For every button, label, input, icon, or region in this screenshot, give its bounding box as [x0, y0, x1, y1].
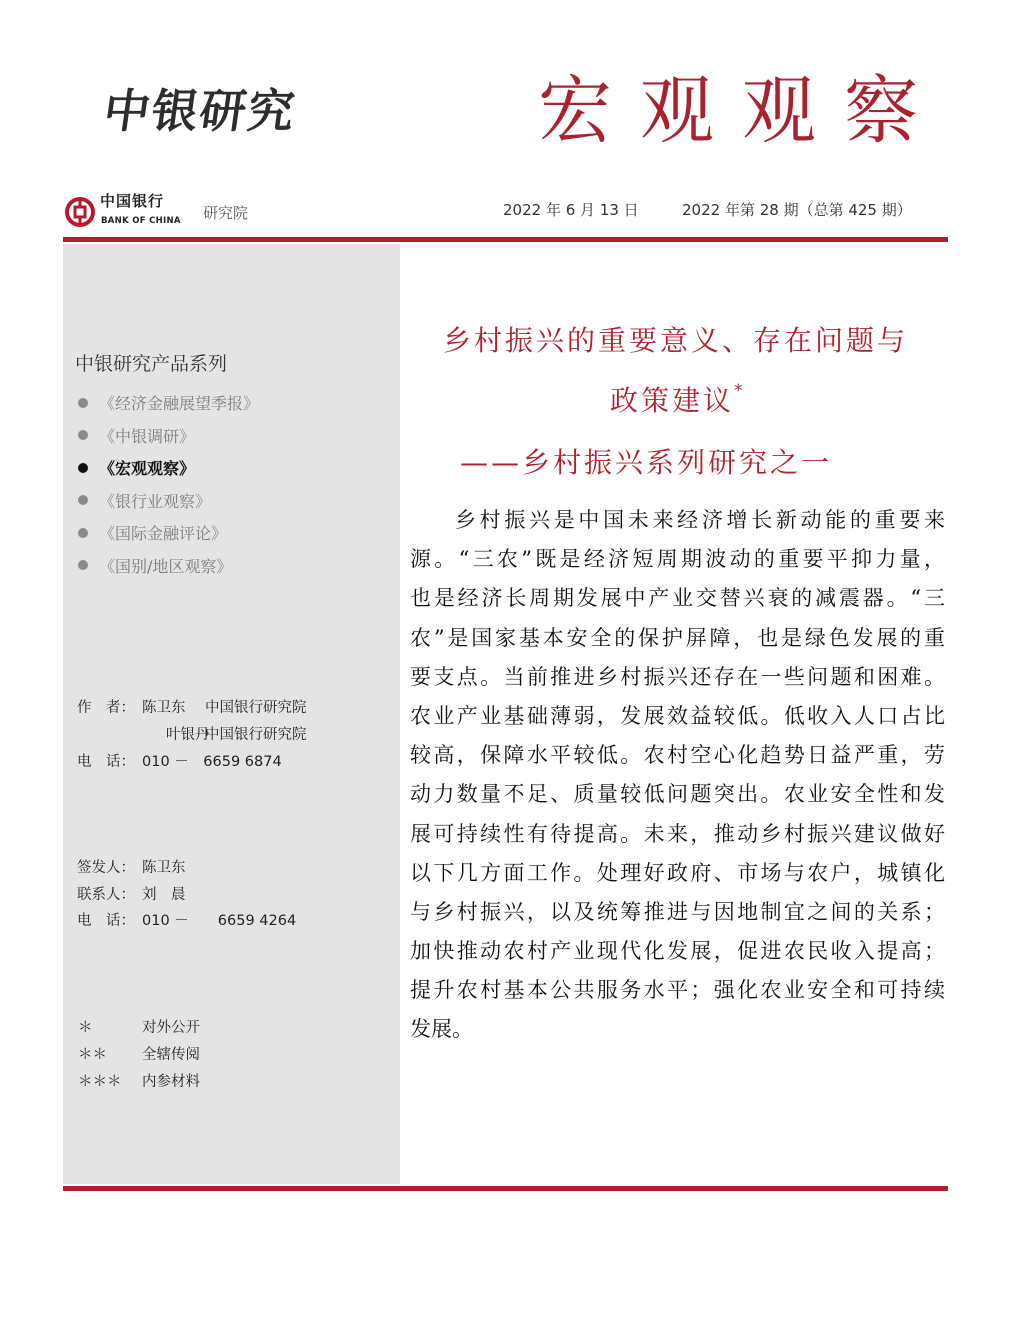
- contact-phone-label: 电 话：: [77, 913, 135, 929]
- article-title-line2: [610, 381, 743, 417]
- article-title-line2-text: 政策建议: [610, 384, 735, 417]
- series-item: [78, 486, 259, 519]
- issuer-label: 签发人：: [77, 860, 135, 876]
- classification-label: 内参材料: [142, 1074, 200, 1090]
- summary-line: 乡村振兴是中国未来经济增长新动能的重要来: [455, 508, 945, 532]
- publish-date: 2022 年 6 月 13 日: [503, 201, 639, 219]
- bank-name-en: BANK OF CHINA: [101, 216, 181, 226]
- summary-line: 发展。: [410, 1017, 473, 1042]
- issuer-name: 陈卫东: [142, 860, 186, 876]
- classification-mark: ＊＊＊: [78, 1074, 122, 1090]
- bullet-icon: [78, 495, 88, 505]
- title-footnote-mark: *: [734, 381, 743, 401]
- author-phone-label: 电 话：: [77, 754, 135, 770]
- summary-line: 与乡村振兴，以及统筹推进与因地制宜之间的关系；: [410, 899, 945, 924]
- summary-line: 源。“三农”既是经济短周期波动的重要平抑力量，: [410, 547, 945, 572]
- summary-line: 展可持续性有待提高。未来，推动乡村振兴建议做好: [410, 821, 945, 846]
- bottom-divider: [63, 1186, 948, 1191]
- issue-number: 2022 年第 28 期（总第 425 期）: [682, 201, 912, 219]
- top-divider: [63, 237, 948, 242]
- classification-label: 对外公开: [142, 1020, 200, 1036]
- classification-label: 全辖传阅: [142, 1047, 200, 1063]
- author-org: 中国银行研究院: [205, 700, 307, 716]
- bullet-icon: [78, 398, 88, 408]
- contact-phone: 010 － 6659 4264: [142, 913, 297, 929]
- contact-name: 刘 晨: [142, 887, 186, 903]
- series-item-label: 《经济金融展望季报》: [99, 394, 260, 413]
- classification-mark: ＊＊: [78, 1047, 107, 1063]
- series-item: [78, 421, 259, 454]
- bullet-icon: [78, 560, 88, 570]
- article-title-line1: 乡村振兴的重要意义、存在问题与: [443, 324, 909, 357]
- article-subtitle: ——乡村振兴系列研究之一: [460, 446, 833, 479]
- series-item: [78, 518, 259, 551]
- series-item: [78, 388, 259, 421]
- series-item-label: 《中银调研》: [99, 426, 196, 446]
- institute-label: 研究院: [203, 204, 249, 222]
- report-series-title: 宏观观察: [538, 68, 946, 154]
- series-item-label: 《国别/地区观察》: [99, 556, 233, 576]
- bullet-icon: [78, 463, 88, 473]
- series-item-label: 《宏观观察》: [99, 459, 196, 479]
- summary-line: 动力数量不足、质量较低问题突出。农业安全性和发: [410, 782, 945, 807]
- contact-label: 联系人：: [77, 887, 135, 903]
- series-list: [78, 388, 259, 584]
- author-phone: 010 － 6659 6874: [142, 754, 282, 770]
- brand-logo: 中银研究: [100, 84, 300, 138]
- summary-line: 加快推动农村产业现代化发展，促进农民收入提高；: [410, 939, 945, 964]
- series-heading: 中银研究产品系列: [75, 353, 228, 375]
- summary-line: 农业产业基础薄弱，发展效益较低。低收入人口占比: [410, 703, 945, 728]
- series-item: [78, 453, 259, 486]
- summary-line: 较高，保障水平较低。农村空心化趋势日益严重，劳: [410, 743, 945, 768]
- series-item-label: 《国际金融评论》: [99, 524, 228, 544]
- summary-line: 也是经济长周期发展中产业交替兴衰的减震器。“三: [410, 586, 945, 611]
- author-label: 作 者：: [77, 700, 135, 716]
- author-org: 中国银行研究院: [205, 727, 307, 743]
- bullet-icon: [78, 528, 88, 538]
- author-name: 叶银丹: [166, 727, 210, 743]
- summary-line: 要支点。当前推进乡村振兴还存在一些问题和困难。: [410, 664, 945, 689]
- article-summary: [410, 501, 945, 1050]
- summary-line: 以下几方面工作。处理好政府、市场与农户，城镇化: [410, 860, 945, 885]
- bank-of-china-logo-icon: [64, 196, 96, 228]
- summary-line: 提升农村基本公共服务水平；强化农业安全和可持续: [410, 978, 945, 1003]
- bullet-icon: [78, 430, 88, 440]
- classification-mark: ＊: [78, 1020, 93, 1036]
- series-item-label: 《银行业观察》: [99, 491, 212, 511]
- summary-line: 农”是国家基本安全的保护屏障，也是绿色发展的重: [410, 625, 945, 650]
- series-item: [78, 551, 259, 584]
- bank-name-cn: 中国银行: [100, 192, 165, 210]
- author-name: 陈卫东: [142, 700, 186, 716]
